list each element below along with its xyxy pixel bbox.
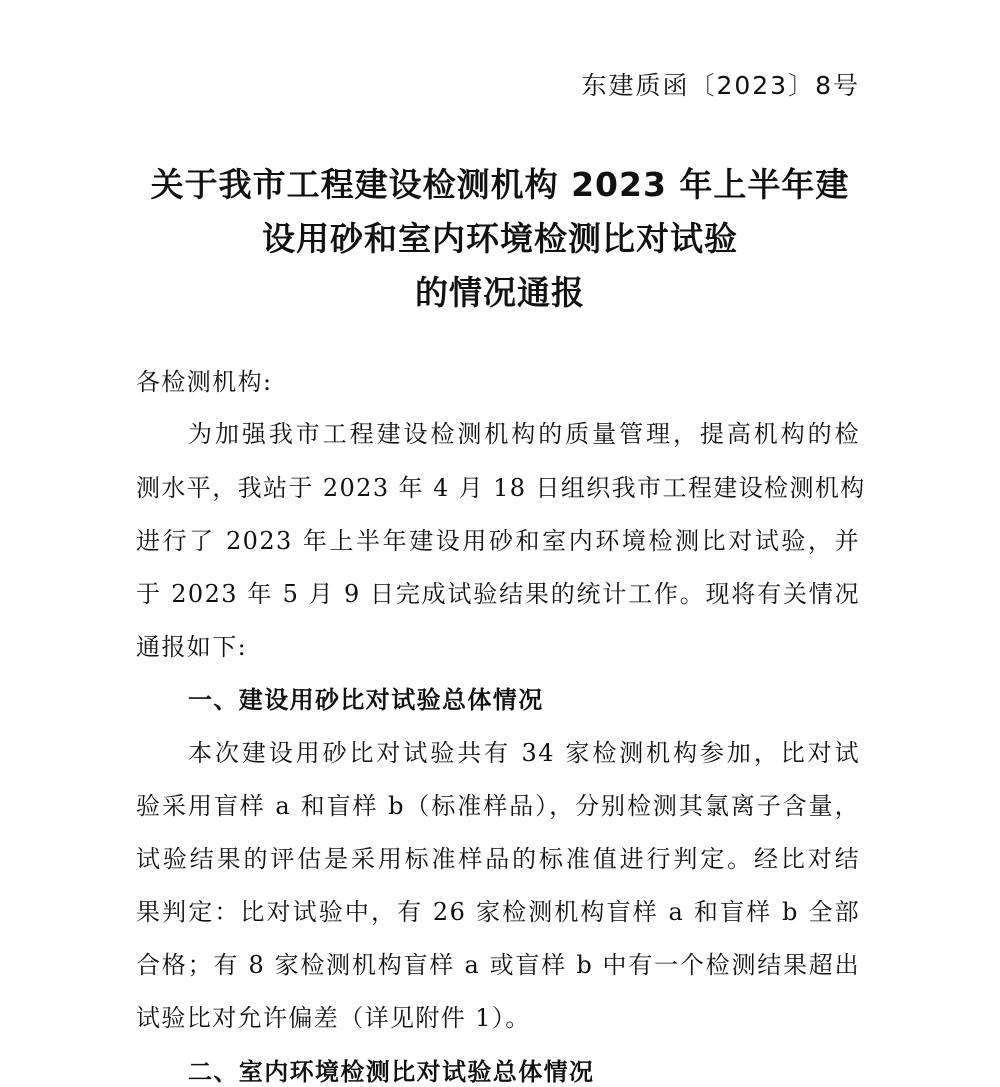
paragraph-2-line-3: 试验结果的评估是采用标准样品的标准值进行判定。经比对结 [136,845,860,873]
section-2-heading: 二、室内环境检测比对试验总体情况 [188,1058,595,1086]
paragraph-2-line-5: 合格；有 8 家检测机构盲样 a 或盲样 b 中有一个检测结果超出 [136,951,860,979]
paragraph-2-line-4: 果判定：比对试验中，有 26 家检测机构盲样 a 和盲样 b 全部 [136,898,860,926]
title-line-2: 设用砂和室内环境检测比对试验 [262,219,738,258]
document-number: 东建质函〔2023〕8号 [581,71,860,100]
document-title [120,158,880,320]
salutation: 各检测机构: [136,368,273,396]
paragraph-1-line-1: 为加强我市工程建设检测机构的质量管理，提高机构的检 [188,420,860,448]
title-line-3: 的情况通报 [415,273,585,312]
section-1-heading: 一、建设用砂比对试验总体情况 [188,686,544,714]
paragraph-1-line-4: 于 2023 年 5 月 9 日完成试验结果的统计工作。现将有关情况 [136,580,860,608]
paragraph-1-line-5: 通报如下: [136,633,248,661]
paragraph-1-line-3: 进行了 2023 年上半年建设用砂和室内环境检测比对试验，并 [136,527,860,555]
title-line-1: 关于我市工程建设检测机构 2023 年上半年建 [150,165,850,204]
paragraph-1-line-2: 测水平，我站于 2023 年 4 月 18 日组织我市工程建设检测机构 [136,474,866,502]
paragraph-2-line-2: 验采用盲样 a 和盲样 b（标准样品），分别检测其氯离子含量， [136,792,860,820]
paragraph-2-line-1: 本次建设用砂比对试验共有 34 家检测机构参加，比对试 [188,739,860,767]
paragraph-2-line-6: 试验比对允许偏差（详见附件 1）。 [136,1004,531,1032]
